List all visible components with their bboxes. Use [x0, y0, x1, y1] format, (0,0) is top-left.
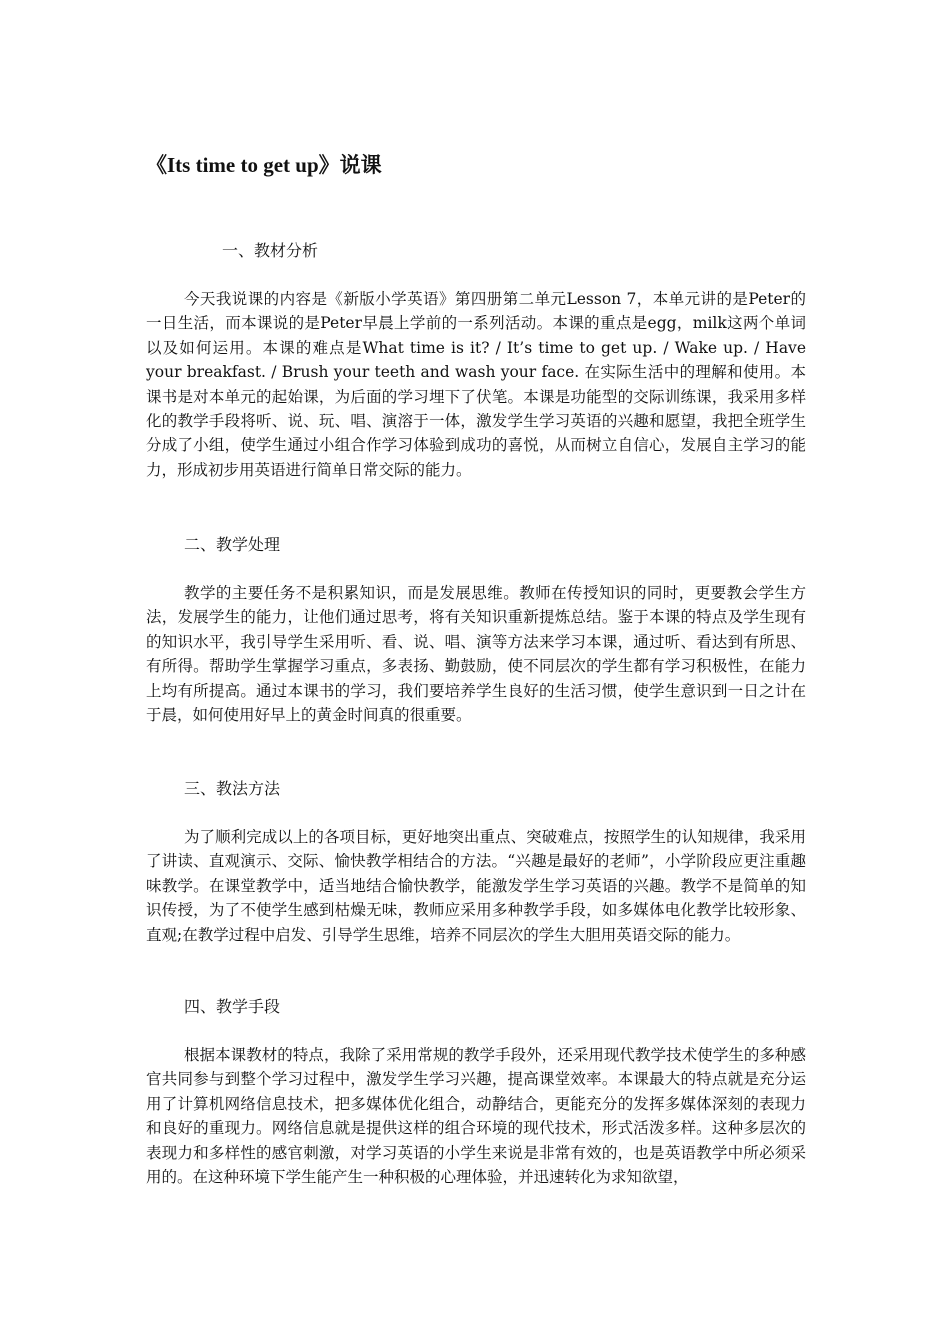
section-body-teaching-tools: 根据本课教材的特点，我除了采用常规的教学手段外，还采用现代教学技术使学生的多种感官共同参与到整个学习过程中，激发学生学习兴趣，提高课堂效率。本课最大的特点就是充分运用了计算机网络信息技术，把多媒体优化组合，动静结合，更能充分的发挥多媒体深刻的表现力和良好的重现力。网络信息就是提供这样的组合环境的现代技术，形式活泼多样。这种多层次的表现力和多样性的感官刺激，对学习英语的小学生来说是非常有效的，也是英语教学中所必须采用的。在这种环境下学生能产生一种积极的心理体验，并迅速转化为求知欲望，	[146, 1046, 806, 1187]
section-heading-teaching-tools: 四、教学手段	[184, 997, 281, 1016]
document-title: 《Its time to get up》说课	[146, 153, 382, 177]
section-body-textbook-analysis: 今天我说课的内容是《新版小学英语》第四册第二单元Lesson 7，本单元讲的是Peter的一日生活，而本课说的是Peter早晨上学前的一系列活动。本课的重点是egg，milk这两个单词以及如何运用。本课的难点是What time is it? / It’s time to get up. / Wake up. / Have your breakfast. / Brush your teeth and wash your face. 在实际生活中的理解和使用。本课书是对本单元的起始课，为后面的学习埋下了伏笔。本课是功能型的交际训练课，我采用多样化的教学手段将听、说、玩、唱、演溶于一体，激发学生学习英语的兴趣和愿望，我把全班学生分成了小组，使学生通过小组合作学习体验到成功的喜悦，从而树立自信心，发展自主学习的能力，形成初步用英语进行简单日常交际的能力。	[146, 290, 806, 479]
section-heading-teaching-approach: 二、教学处理	[184, 535, 281, 554]
section-heading-textbook-analysis: 一、教材分析	[222, 241, 319, 260]
section-body-teaching-methods: 为了顺利完成以上的各项目标，更好地突出重点、突破难点，按照学生的认知规律，我采用了讲读、直观演示、交际、愉快教学相结合的方法。“兴趣是最好的老师”，小学阶段应更注重趣味教学。在课堂教学中，适当地结合愉快教学，能激发学生学习英语的兴趣。教学不是简单的知识传授，为了不使学生感到枯燥无味，教师应采用多种教学手段，如多媒体电化教学比较形象、直观;在教学过程中启发、引导学生思维，培养不同层次的学生大胆用英语交际的能力。	[146, 828, 806, 944]
section-heading-teaching-methods: 三、教法方法	[184, 779, 281, 798]
section-body-teaching-approach: 教学的主要任务不是积累知识，而是发展思维。教师在传授知识的同时，更要教会学生方法，发展学生的能力，让他们通过思考，将有关知识重新提炼总结。鉴于本课的特点及学生现有的知识水平，我引导学生采用听、看、说、唱、演等方法来学习本课，通过听、看达到有所思、有所得。帮助学生掌握学习重点，多表扬、勤鼓励，使不同层次的学生都有学习积极性，在能力上均有所提高。通过本课书的学习，我们要培养学生良好的生活习惯，使学生意识到一日之计在于晨，如何使用好早上的黄金时间真的很重要。	[146, 584, 806, 725]
